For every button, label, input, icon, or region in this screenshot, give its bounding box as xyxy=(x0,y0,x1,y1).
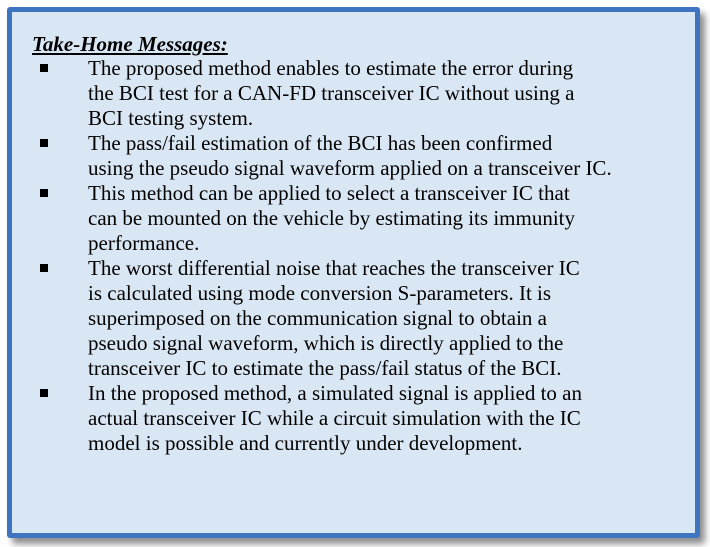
message-line: In the proposed method, a simulated signal is applied to an xyxy=(88,381,582,405)
message-item xyxy=(32,381,672,456)
message-line: This method can be applied to select a transceiver IC that xyxy=(88,181,570,205)
message-line: can be mounted on the vehicle by estimating its immunity xyxy=(88,206,575,230)
square-bullet-icon xyxy=(40,264,48,272)
take-home-messages-content xyxy=(32,32,672,456)
message-item xyxy=(32,256,672,381)
square-bullet-icon xyxy=(40,139,48,147)
take-home-heading: Take-Home Messages: xyxy=(32,32,228,56)
message-list xyxy=(32,56,672,456)
message-line: performance. xyxy=(88,231,200,255)
message-line: using the pseudo signal waveform applied on a transceiver IC. xyxy=(88,156,612,180)
message-line: transceiver IC to estimate the pass/fail status of the BCI. xyxy=(88,356,562,380)
message-item xyxy=(32,181,672,256)
message-line: actual transceiver IC while a circuit simulation with the IC xyxy=(88,406,581,430)
square-bullet-icon xyxy=(40,64,48,72)
message-item xyxy=(32,131,672,181)
message-line: the BCI test for a CAN-FD transceiver IC without using a xyxy=(88,81,575,105)
message-line: BCI testing system. xyxy=(88,106,254,130)
message-line: The pass/fail estimation of the BCI has been confirmed xyxy=(88,131,553,155)
message-line: pseudo signal waveform, which is directly applied to the xyxy=(88,331,564,355)
message-item xyxy=(32,56,672,131)
message-line: The proposed method enables to estimate the error during xyxy=(88,56,574,80)
message-line: superimposed on the communication signal to obtain a xyxy=(88,306,547,330)
message-line: is calculated using mode conversion S-parameters. It is xyxy=(88,281,552,305)
square-bullet-icon xyxy=(40,189,48,197)
square-bullet-icon xyxy=(40,389,48,397)
message-line: model is possible and currently under development. xyxy=(88,431,523,455)
message-line: The worst differential noise that reaches the transceiver IC xyxy=(88,256,580,280)
